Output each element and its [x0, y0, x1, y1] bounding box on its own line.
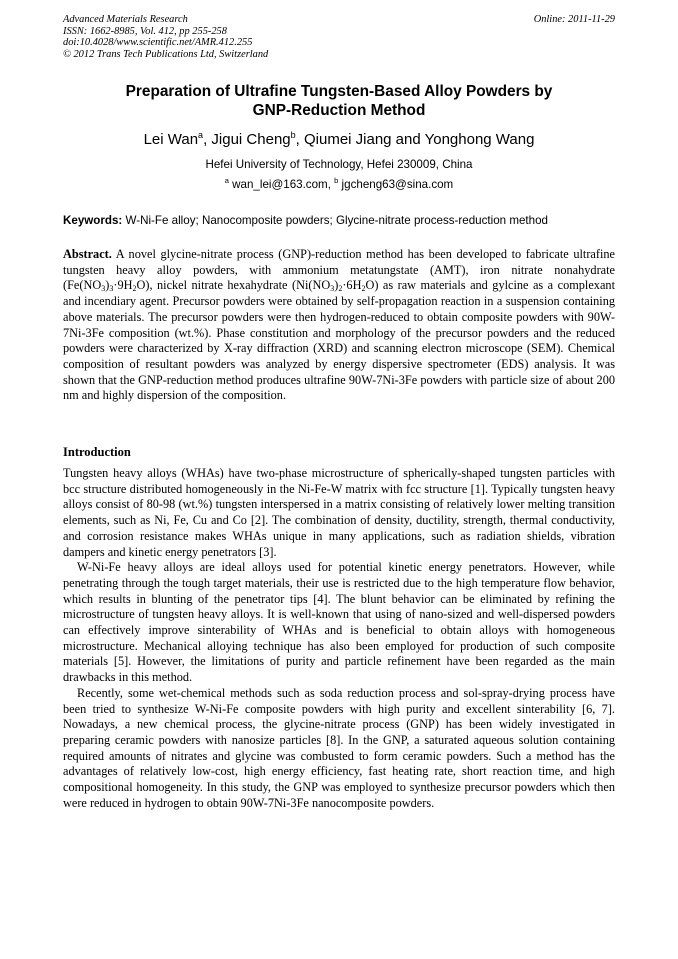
author-separator: , [203, 131, 212, 148]
paragraph: Recently, some wet-chemical methods such as soda reduction process and sol-spray-drying process have been tried to synthesize W-Ni-Fe composite powders with high purity and excellent sinterability [6, 7]. Nowadays, a new chemical process, the glycine-nitrate process (GNP) has been widely investigated in preparing ceramic powders with nanosize particles [8]. In the GNP, a saturated aqueous solution containing required amounts of nitrates and glycine was combusted to form ceramic powders. Such a method has the advantages of relatively low-cost, high energy efficiency, fast heating rate, short reaction time, and high compositional homogeneity. In this study, the GNP was employed to synthesize precursor powders which then were reduced in hydrogen to obtain 90W-7Ni-3Fe nanocomposite powders. [63, 685, 615, 810]
abstract-text: ·6H [342, 278, 362, 293]
author-list [63, 130, 615, 150]
copyright-line: © 2012 Trans Tech Publications Ltd, Switzerland [63, 48, 269, 60]
keywords-text: W-Ni-Fe alloy; Nanocomposite powders; Glycine-nitrate process-reduction method [122, 214, 548, 227]
abstract-text: O) as raw materials and gylcine as a complexant and incendiary agent. Precursor powders were obtained by self-propagation reaction in a suspension containing above materials. The precursor powders were then hydrogen-reduced to obtain composite powders with 90W-7Ni-3Fe composition (wt.%). Phase constitution and morphology of the precursor powders and the reduced powders were characterized by X-ray diffraction (XRD) and scanning electron microscope (SEM). Chemical composition of resultant powders was analyzed by energy dispersive spectrometer (EDS) analysis. It was shown that the GNP-reduction method produces ultrafine 90W-7Ni-3Fe powders with particle size of about 200 nm and highly dispersion of the composition. [63, 278, 615, 403]
section-heading: Introduction [63, 445, 131, 459]
paragraph: Tungsten heavy alloys (WHAs) have two-phase microstructure of spherically-shaped tungsten particles with bcc structure distributed homogeneously in the Ni-Fe-W matrix with fcc structure [1]. Typically tungsten heavy alloys consist of 80-98 (wt.%) tungsten interspersed in a matrix consisting of relatively lower melting transition elements, such as Ni, Fe, Cu and Co [2]. The combination of density, ductility, strength, thermal conductivity, and corrosion resistance makes WHAs unique in many applications, such as radiation shields, vibration dampers and kinetic energy penetrators [3]. [63, 466, 615, 559]
journal-name: Advanced Materials Research [63, 14, 188, 25]
subscript: 3 [109, 284, 114, 294]
title-line-1: Preparation of Ultrafine Tungsten-Based Alloy Powders by [125, 83, 553, 100]
abstract-text: O), nickel nitrate hexahydrate (Ni(NO [136, 278, 331, 293]
abstract-text: A novel glycine-nitrate process (GNP)-reduction method has been developed to fabricate ultrafine tungsten heavy alloy powders, with ammonium metatungstate (AMT), iron nitrate nonahydrate (Fe(NO [63, 247, 615, 293]
online-date: Online: 2011-11-29 [533, 14, 615, 25]
title-line-2: GNP-Reduction Method [252, 102, 426, 119]
keywords-label: Keywords: [63, 214, 123, 227]
email-mark: b [334, 176, 339, 185]
email-mark: a [224, 176, 229, 185]
affiliation: Hefei University of Technology, Hefei 230009, China [205, 158, 473, 171]
paragraph: W-Ni-Fe heavy alloys are ideal alloys used for potential kinetic energy penetrators. However, while penetrating through the tough target materials, their use is restricted due to the high temperature flow behavior, which results in blunting of the penetrator tips [4]. The blunt behavior can be eliminated by refining the microstructure of tungsten heavy alloys. It is well-known that using of nano-sized and well-dispersed powders can effectively improve sinterability of WHAs and is beneficial to obtain alloys with homogeneous microstructure. Mechanical alloying technique has also been employed for production of such composite materials [5]. However, the limitations of purity and particle refinement have been regarded as the main drawbacks in this method. [63, 560, 615, 685]
author-affil-mark: a [198, 130, 204, 140]
email-link[interactable]: wan_lei@163.com, [228, 178, 335, 191]
subscript: 2 [361, 284, 366, 294]
issn-line: ISSN: 1662-8985, Vol. 412, pp 255-258 [63, 25, 227, 37]
author-affil-mark: b [290, 130, 296, 140]
abstract-label: Abstract. [63, 247, 112, 261]
paper-title [63, 82, 615, 120]
subscript: 2 [132, 284, 137, 294]
abstract [63, 247, 615, 404]
journal-header [63, 14, 615, 60]
subscript: 3 [101, 284, 106, 294]
author-names-rest: , Qiumei Jiang and Yonghong Wang [295, 131, 535, 148]
author-name: Lei Wan [143, 131, 199, 148]
introduction-body [63, 466, 615, 811]
subscript: 3 [330, 284, 335, 294]
abstract-text: ) [334, 278, 339, 293]
abstract-text: ·9H [113, 278, 133, 293]
subscript: 2 [338, 284, 343, 294]
email-link[interactable]: jgcheng63@sina.com [338, 178, 454, 191]
doi-line: doi:10.4028/www.scientific.net/AMR.412.255 [63, 37, 253, 49]
abstract-text: ) [105, 278, 110, 293]
email-line [63, 177, 615, 192]
keywords [63, 213, 623, 228]
author-name: Jigui Cheng [211, 131, 291, 148]
